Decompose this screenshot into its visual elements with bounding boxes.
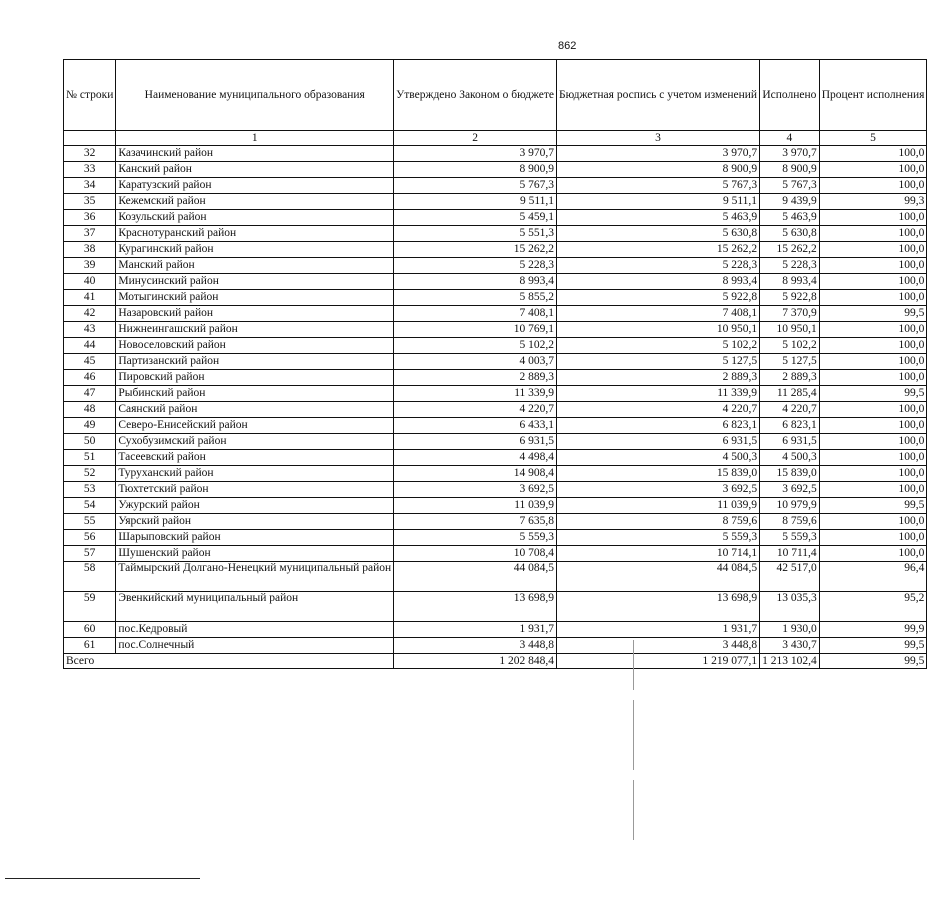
budget-value: 8 993,4 (557, 274, 760, 290)
table-row (64, 258, 927, 274)
percent-value: 100,0 (819, 274, 927, 290)
percent-value: 100,0 (819, 434, 927, 450)
municipality-name: Шарыповский район (116, 530, 394, 546)
approved-value: 6 931,5 (394, 434, 557, 450)
executed-value: 6 931,5 (760, 434, 820, 450)
header-percent: Процент исполнения (819, 60, 927, 131)
municipality-name: Новоселовский район (116, 338, 394, 354)
percent-value: 99,5 (819, 386, 927, 402)
approved-value: 13 698,9 (394, 592, 557, 622)
percent-value: 100,0 (819, 178, 927, 194)
budget-value: 6 931,5 (557, 434, 760, 450)
municipality-name: Канский район (116, 162, 394, 178)
executed-value: 11 285,4 (760, 386, 820, 402)
table-row (64, 466, 927, 482)
budget-value: 5 102,2 (557, 338, 760, 354)
budget-value: 10 714,1 (557, 546, 760, 562)
row-number: 52 (64, 466, 116, 482)
executed-value: 3 430,7 (760, 638, 820, 654)
executed-value: 3 970,7 (760, 146, 820, 162)
executed-value: 5 127,5 (760, 354, 820, 370)
budget-value: 13 698,9 (557, 592, 760, 622)
percent-value: 100,0 (819, 546, 927, 562)
executed-value: 9 439,9 (760, 194, 820, 210)
percent-value: 100,0 (819, 530, 927, 546)
row-number: 53 (64, 482, 116, 498)
table-row (64, 178, 927, 194)
row-number: 61 (64, 638, 116, 654)
executed-value: 7 370,9 (760, 306, 820, 322)
table-row (64, 322, 927, 338)
table-row (64, 450, 927, 466)
municipality-name: Сухобузимский район (116, 434, 394, 450)
municipality-name: Таймырский Долгано-Ненецкий муниципальный район (116, 562, 394, 592)
row-number: 45 (64, 354, 116, 370)
municipality-name: Партизанский район (116, 354, 394, 370)
executed-value: 42 517,0 (760, 562, 820, 592)
budget-value: 15 839,0 (557, 466, 760, 482)
total-budget: 1 219 077,1 (557, 654, 760, 669)
approved-value: 5 767,3 (394, 178, 557, 194)
municipality-name: Рыбинский район (116, 386, 394, 402)
budget-value: 8 759,6 (557, 514, 760, 530)
municipality-name: Каратузский район (116, 178, 394, 194)
table-row (64, 242, 927, 258)
header-executed: Исполнено (760, 60, 820, 131)
executed-value: 13 035,3 (760, 592, 820, 622)
approved-value: 11 039,9 (394, 498, 557, 514)
row-number: 59 (64, 592, 116, 622)
row-number: 51 (64, 450, 116, 466)
municipality-name: пос.Солнечный (116, 638, 394, 654)
approved-value: 10 769,1 (394, 322, 557, 338)
row-number: 33 (64, 162, 116, 178)
municipality-name: пос.Кедровый (116, 622, 394, 638)
table-row (64, 386, 927, 402)
executed-value: 2 889,3 (760, 370, 820, 386)
table-row (64, 418, 927, 434)
percent-value: 100,0 (819, 354, 927, 370)
approved-value: 3 692,5 (394, 482, 557, 498)
column-number: 3 (557, 131, 760, 146)
executed-value: 6 823,1 (760, 418, 820, 434)
table-row (64, 638, 927, 654)
approved-value: 3 970,7 (394, 146, 557, 162)
table-row (64, 274, 927, 290)
budget-value: 5 127,5 (557, 354, 760, 370)
percent-value: 100,0 (819, 290, 927, 306)
row-number: 35 (64, 194, 116, 210)
budget-value: 11 339,9 (557, 386, 760, 402)
row-number: 38 (64, 242, 116, 258)
municipality-name: Минусинский район (116, 274, 394, 290)
percent-value: 100,0 (819, 162, 927, 178)
column-number: 4 (760, 131, 820, 146)
row-number: 44 (64, 338, 116, 354)
municipality-name: Тасеевский район (116, 450, 394, 466)
table-row (64, 290, 927, 306)
table-row (64, 592, 927, 622)
municipality-name: Пировский район (116, 370, 394, 386)
page-number: 862 (558, 40, 577, 52)
table-body (64, 146, 927, 654)
approved-value: 4 003,7 (394, 354, 557, 370)
budget-value: 1 931,7 (557, 622, 760, 638)
approved-value: 5 102,2 (394, 338, 557, 354)
executed-value: 8 993,4 (760, 274, 820, 290)
row-number: 48 (64, 402, 116, 418)
percent-value: 100,0 (819, 258, 927, 274)
budget-value: 3 448,8 (557, 638, 760, 654)
table-row (64, 482, 927, 498)
municipality-name: Казачинский район (116, 146, 394, 162)
percent-value: 95,2 (819, 592, 927, 622)
header-budget-schedule: Бюджетная роспись с учетом изменений (557, 60, 760, 131)
column-number-empty (64, 131, 116, 146)
executed-value: 5 228,3 (760, 258, 820, 274)
approved-value: 7 635,8 (394, 514, 557, 530)
row-number: 49 (64, 418, 116, 434)
row-number: 56 (64, 530, 116, 546)
row-number: 50 (64, 434, 116, 450)
municipality-name: Уярский район (116, 514, 394, 530)
table-row (64, 498, 927, 514)
row-number: 46 (64, 370, 116, 386)
approved-value: 9 511,1 (394, 194, 557, 210)
approved-value: 4 498,4 (394, 450, 557, 466)
budget-value: 5 559,3 (557, 530, 760, 546)
municipality-name: Ужурский район (116, 498, 394, 514)
approved-value: 15 262,2 (394, 242, 557, 258)
margin-mark (633, 780, 634, 840)
percent-value: 100,0 (819, 338, 927, 354)
total-percent: 99,5 (819, 654, 927, 669)
total-row (64, 654, 927, 669)
executed-value: 5 922,8 (760, 290, 820, 306)
margin-mark (633, 640, 634, 690)
executed-value: 1 930,0 (760, 622, 820, 638)
table-row (64, 434, 927, 450)
table-row (64, 622, 927, 638)
municipality-name: Туруханский район (116, 466, 394, 482)
row-number: 58 (64, 562, 116, 592)
table-row (64, 402, 927, 418)
percent-value: 100,0 (819, 210, 927, 226)
executed-value: 10 711,4 (760, 546, 820, 562)
approved-value: 5 459,1 (394, 210, 557, 226)
row-number: 41 (64, 290, 116, 306)
row-number: 42 (64, 306, 116, 322)
budget-value: 10 950,1 (557, 322, 760, 338)
table-row (64, 162, 927, 178)
margin-mark (633, 700, 634, 770)
approved-value: 10 708,4 (394, 546, 557, 562)
municipality-name: Северо-Енисейский район (116, 418, 394, 434)
column-number: 2 (394, 131, 557, 146)
executed-value: 10 979,9 (760, 498, 820, 514)
column-number-row (64, 131, 927, 146)
percent-value: 99,5 (819, 306, 927, 322)
percent-value: 99,9 (819, 622, 927, 638)
executed-value: 5 463,9 (760, 210, 820, 226)
municipality-name: Шушенский район (116, 546, 394, 562)
header-row-number: № строки (64, 60, 116, 131)
budget-value: 7 408,1 (557, 306, 760, 322)
budget-value: 9 511,1 (557, 194, 760, 210)
table-row (64, 146, 927, 162)
percent-value: 100,0 (819, 370, 927, 386)
municipality-name: Мотыгинский район (116, 290, 394, 306)
row-number: 40 (64, 274, 116, 290)
executed-value: 8 900,9 (760, 162, 820, 178)
percent-value: 100,0 (819, 322, 927, 338)
table-row (64, 546, 927, 562)
approved-value: 5 228,3 (394, 258, 557, 274)
executed-value: 5 630,8 (760, 226, 820, 242)
table-row (64, 226, 927, 242)
table-row (64, 514, 927, 530)
row-number: 54 (64, 498, 116, 514)
budget-value: 5 463,9 (557, 210, 760, 226)
executed-value: 10 950,1 (760, 322, 820, 338)
executed-value: 8 759,6 (760, 514, 820, 530)
municipality-name: Нижнеингашский район (116, 322, 394, 338)
approved-value: 4 220,7 (394, 402, 557, 418)
municipality-name: Манский район (116, 258, 394, 274)
percent-value: 99,5 (819, 498, 927, 514)
total-executed: 1 213 102,4 (760, 654, 820, 669)
percent-value: 100,0 (819, 418, 927, 434)
approved-value: 8 900,9 (394, 162, 557, 178)
approved-value: 11 339,9 (394, 386, 557, 402)
executed-value: 5 102,2 (760, 338, 820, 354)
total-approved: 1 202 848,4 (394, 654, 557, 669)
percent-value: 100,0 (819, 146, 927, 162)
row-number: 57 (64, 546, 116, 562)
municipality-name: Курагинский район (116, 242, 394, 258)
executed-value: 4 500,3 (760, 450, 820, 466)
table-row (64, 370, 927, 386)
percent-value: 99,3 (819, 194, 927, 210)
row-number: 43 (64, 322, 116, 338)
budget-value: 5 922,8 (557, 290, 760, 306)
approved-value: 1 931,7 (394, 622, 557, 638)
approved-value: 5 551,3 (394, 226, 557, 242)
budget-value: 3 692,5 (557, 482, 760, 498)
approved-value: 5 559,3 (394, 530, 557, 546)
approved-value: 14 908,4 (394, 466, 557, 482)
column-number: 1 (116, 131, 394, 146)
percent-value: 100,0 (819, 226, 927, 242)
row-number: 47 (64, 386, 116, 402)
total-label: Всего (64, 654, 394, 669)
approved-value: 5 855,2 (394, 290, 557, 306)
executed-value: 4 220,7 (760, 402, 820, 418)
table-row (64, 530, 927, 546)
percent-value: 100,0 (819, 466, 927, 482)
approved-value: 8 993,4 (394, 274, 557, 290)
executed-value: 15 839,0 (760, 466, 820, 482)
row-number: 34 (64, 178, 116, 194)
row-number: 37 (64, 226, 116, 242)
percent-value: 100,0 (819, 242, 927, 258)
budget-value: 8 900,9 (557, 162, 760, 178)
row-number: 39 (64, 258, 116, 274)
executed-value: 15 262,2 (760, 242, 820, 258)
budget-value: 5 767,3 (557, 178, 760, 194)
percent-value: 100,0 (819, 514, 927, 530)
executed-value: 3 692,5 (760, 482, 820, 498)
percent-value: 100,0 (819, 482, 927, 498)
approved-value: 44 084,5 (394, 562, 557, 592)
municipality-name: Кежемский район (116, 194, 394, 210)
municipality-name: Краснотуранский район (116, 226, 394, 242)
budget-value: 15 262,2 (557, 242, 760, 258)
municipality-name: Эвенкийский муниципальный район (116, 592, 394, 622)
table-row (64, 194, 927, 210)
budget-value: 5 228,3 (557, 258, 760, 274)
municipality-name: Тюхтетский район (116, 482, 394, 498)
budget-value: 4 500,3 (557, 450, 760, 466)
table-row (64, 210, 927, 226)
approved-value: 7 408,1 (394, 306, 557, 322)
municipality-name: Саянский район (116, 402, 394, 418)
row-number: 55 (64, 514, 116, 530)
municipality-name: Козульский район (116, 210, 394, 226)
header-approved: Утверждено Законом о бюджете (394, 60, 557, 131)
budget-value: 2 889,3 (557, 370, 760, 386)
footer-rule (5, 878, 200, 879)
executed-value: 5 559,3 (760, 530, 820, 546)
table-row (64, 306, 927, 322)
budget-value: 6 823,1 (557, 418, 760, 434)
table-row (64, 354, 927, 370)
approved-value: 2 889,3 (394, 370, 557, 386)
budget-value: 11 039,9 (557, 498, 760, 514)
budget-value: 5 630,8 (557, 226, 760, 242)
budget-value: 4 220,7 (557, 402, 760, 418)
table-row (64, 338, 927, 354)
column-number: 5 (819, 131, 927, 146)
executed-value: 5 767,3 (760, 178, 820, 194)
approved-value: 6 433,1 (394, 418, 557, 434)
row-number: 60 (64, 622, 116, 638)
percent-value: 96,4 (819, 562, 927, 592)
municipality-name: Назаровский район (116, 306, 394, 322)
table-row (64, 562, 927, 592)
budget-value: 3 970,7 (557, 146, 760, 162)
budget-value: 44 084,5 (557, 562, 760, 592)
budget-execution-table (63, 59, 927, 669)
approved-value: 3 448,8 (394, 638, 557, 654)
percent-value: 100,0 (819, 450, 927, 466)
header-municipality-name: Наименование муниципального образования (116, 60, 394, 131)
header-row (64, 60, 927, 131)
percent-value: 100,0 (819, 402, 927, 418)
row-number: 32 (64, 146, 116, 162)
row-number: 36 (64, 210, 116, 226)
percent-value: 99,5 (819, 638, 927, 654)
